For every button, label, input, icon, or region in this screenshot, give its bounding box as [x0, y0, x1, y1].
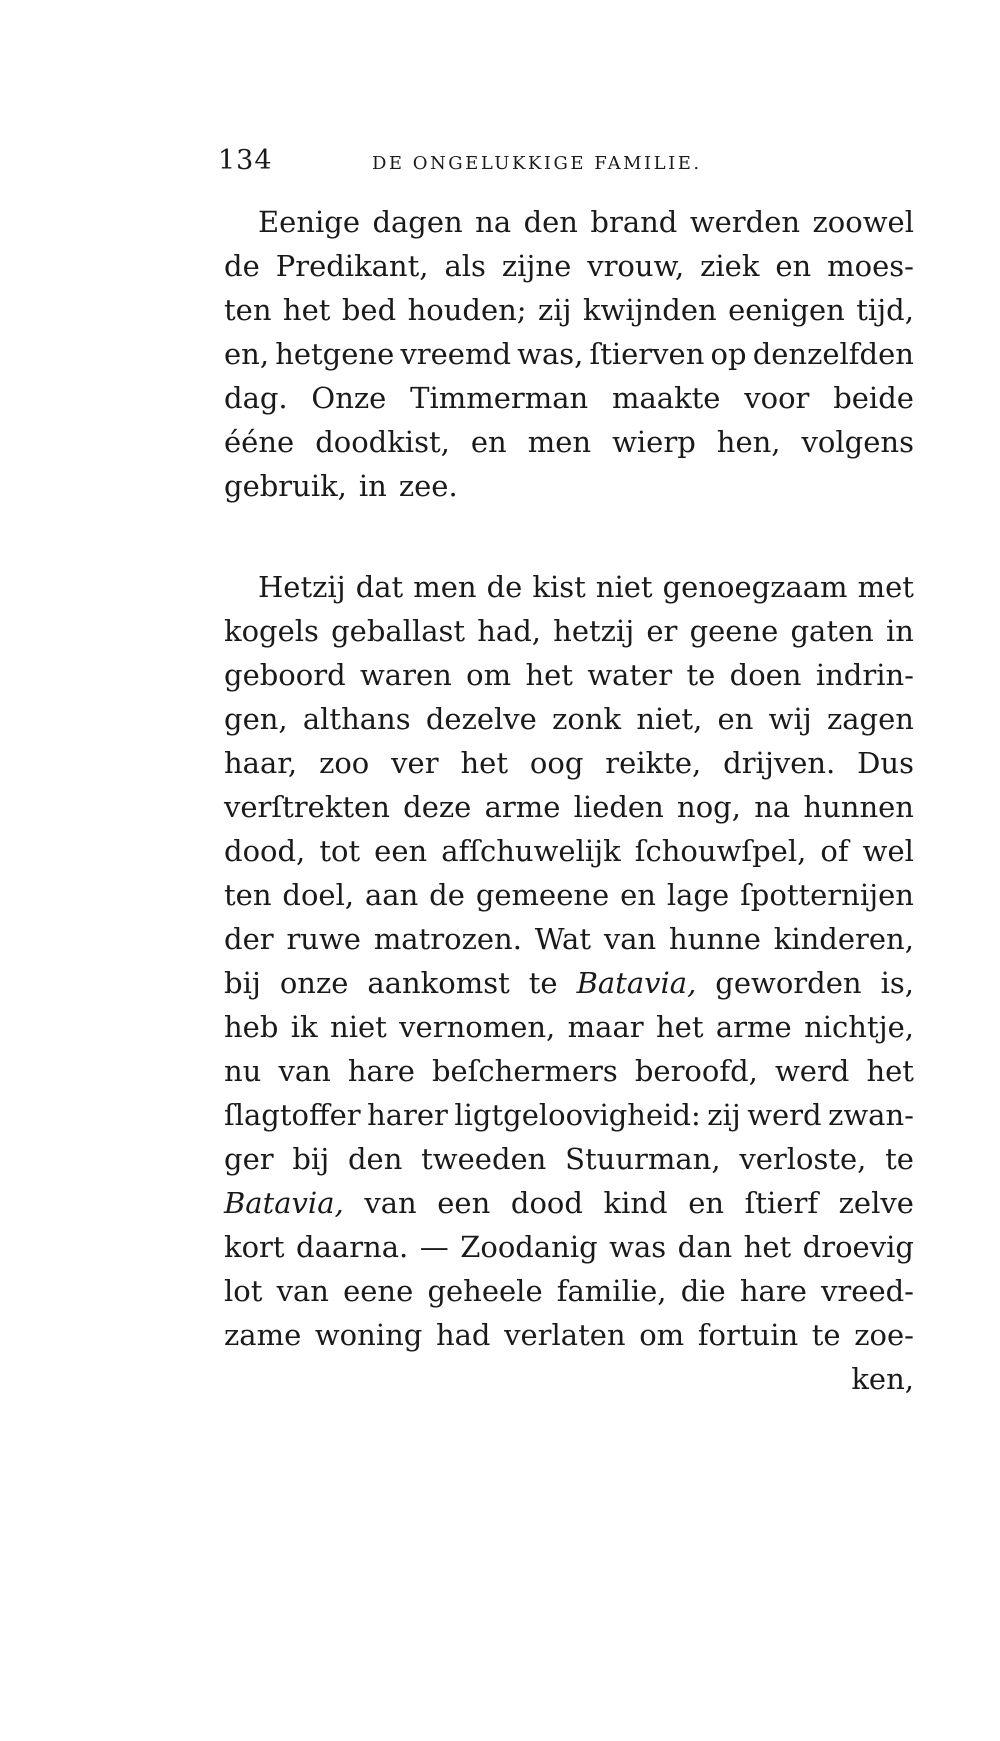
word: genoegzaam	[662, 570, 848, 604]
word: het	[282, 293, 331, 327]
word: eenigen	[728, 293, 845, 327]
word: houden;	[407, 293, 527, 327]
word: de	[429, 878, 465, 912]
word: nichtje,	[804, 1010, 914, 1044]
word: dezelve	[425, 702, 537, 736]
word: den	[347, 1142, 403, 1176]
word: de	[224, 249, 260, 283]
word: nog,	[677, 790, 741, 824]
word: hare	[739, 1274, 807, 1308]
paragraph-container	[224, 200, 914, 1357]
word: vreemd	[400, 337, 512, 371]
word: verſtrekten	[224, 790, 390, 824]
word: Eenige	[258, 205, 361, 239]
word: werd	[774, 1054, 850, 1088]
word: denzelfden	[752, 337, 914, 371]
word: Zoodanig	[460, 1230, 598, 1264]
word: geheele	[427, 1274, 543, 1308]
word: voor	[744, 381, 810, 415]
word: kwijnden	[582, 293, 717, 327]
word: hen,	[716, 425, 781, 459]
word: in	[886, 614, 914, 648]
word: zame	[224, 1318, 302, 1352]
word: hare	[347, 1054, 415, 1088]
text-line	[224, 464, 914, 508]
word: hetgene	[275, 337, 395, 371]
word: gaten	[790, 614, 874, 648]
word: na	[754, 790, 791, 824]
word: dag.	[224, 381, 288, 415]
word: kort	[224, 1230, 285, 1264]
word: den	[523, 205, 578, 239]
text-line	[224, 332, 914, 376]
text-line	[224, 873, 914, 917]
word: ééne	[224, 425, 295, 459]
word: te	[686, 658, 716, 692]
word: zonk	[552, 702, 622, 736]
page-number: 134	[218, 145, 273, 176]
word: —	[419, 1230, 449, 1264]
word: arme	[715, 1010, 792, 1044]
word: ten	[224, 878, 272, 912]
word: men	[527, 425, 592, 459]
word: maar	[567, 1010, 644, 1044]
word: oog	[529, 746, 584, 780]
text-line	[224, 288, 914, 332]
text-line	[224, 609, 914, 653]
word: kinderen,	[773, 922, 914, 956]
word: op	[710, 337, 747, 371]
word: wierp	[612, 425, 696, 459]
word: woning	[314, 1318, 423, 1352]
word: deze	[403, 790, 472, 824]
word: in	[358, 469, 387, 503]
word: fortuin	[697, 1318, 799, 1352]
word: het	[655, 1010, 704, 1044]
word: moes-	[827, 249, 914, 283]
word: hunne	[669, 922, 761, 956]
word: Batavia,	[224, 1186, 344, 1220]
word: tot	[319, 834, 361, 868]
word: Wat	[534, 922, 591, 956]
word: en	[620, 878, 656, 912]
word: indrin-	[815, 658, 914, 692]
word: dood,	[224, 834, 306, 868]
word: ger	[224, 1142, 274, 1176]
word: en	[688, 1186, 725, 1220]
text-line	[224, 376, 914, 420]
word: droevig	[802, 1230, 914, 1264]
word: zoowel	[812, 205, 914, 239]
word: ſlagtoffer	[224, 1098, 361, 1132]
word: was,	[517, 337, 584, 371]
word: niet,	[636, 702, 703, 736]
text-line	[224, 565, 914, 609]
word: althans	[302, 702, 411, 736]
text-line	[224, 420, 914, 464]
word: zee.	[398, 469, 458, 503]
word: dood	[510, 1186, 583, 1220]
word: en	[470, 425, 507, 459]
word: verlaten	[504, 1318, 626, 1352]
word: en	[717, 702, 754, 736]
word: het	[743, 1230, 792, 1264]
word: om	[466, 658, 512, 692]
text-line	[224, 1225, 914, 1269]
word: zagen	[826, 702, 914, 736]
word: vreed-	[821, 1274, 914, 1308]
word: na	[475, 205, 512, 239]
word: afſchuwelijk	[441, 834, 621, 868]
word: dat	[355, 570, 404, 604]
word: lieden	[573, 790, 664, 824]
word: een	[437, 1186, 491, 1220]
word: Onze	[311, 381, 387, 415]
text-line	[224, 961, 914, 1005]
word: Timmerman	[410, 381, 589, 415]
word: ten	[224, 293, 272, 327]
word: had	[435, 1318, 491, 1352]
word: geworden	[715, 966, 862, 1000]
word: lot	[224, 1274, 263, 1308]
text-line	[224, 785, 914, 829]
word: ligtgeloovigheid:	[454, 1098, 701, 1132]
word: had,	[477, 614, 541, 648]
word: reikte,	[605, 746, 702, 780]
word: zoo	[319, 746, 370, 780]
word: geboord	[224, 658, 346, 692]
word: ſchouwſpel,	[634, 834, 807, 868]
word: gemeene	[475, 878, 610, 912]
word: ziek	[700, 249, 760, 283]
word: zoe-	[854, 1318, 914, 1352]
word: niet	[330, 1010, 387, 1044]
word: heb	[224, 1010, 279, 1044]
text-line	[224, 653, 914, 697]
word: hetzij	[553, 614, 635, 648]
word: ſtierven	[589, 337, 705, 371]
text-line	[224, 200, 914, 244]
word: het	[866, 1054, 914, 1088]
word: zij	[537, 293, 572, 327]
word: vernomen,	[399, 1010, 556, 1044]
word: van	[364, 1186, 417, 1220]
word: haar,	[224, 746, 298, 780]
word: drijven.	[723, 746, 836, 780]
paragraph	[224, 565, 914, 1357]
word: aan	[365, 878, 419, 912]
word: zelve	[838, 1186, 914, 1220]
word: water	[587, 658, 673, 692]
catchword: ken,	[851, 1362, 914, 1396]
page-header	[206, 145, 766, 185]
word: der	[224, 922, 274, 956]
text-line	[224, 244, 914, 288]
word: doel,	[282, 878, 355, 912]
word: van	[603, 922, 657, 956]
word: beroofd,	[634, 1054, 758, 1088]
word: arme	[484, 790, 561, 824]
word: verloste,	[739, 1142, 867, 1176]
text-line	[224, 697, 914, 741]
word: matrozen.	[373, 922, 522, 956]
word: men	[413, 570, 477, 604]
word: volgens	[801, 425, 914, 459]
word: vrouw,	[587, 249, 685, 283]
word: gebruik,	[224, 469, 347, 503]
word: geballast	[331, 614, 466, 648]
word: geene	[689, 614, 779, 648]
running-head: DE ONGELUKKIGE FAMILIE.	[372, 153, 702, 174]
word: te	[885, 1142, 914, 1176]
word: bij	[292, 1142, 330, 1176]
word: en	[775, 249, 812, 283]
word: Dus	[857, 746, 914, 780]
word: nu	[224, 1054, 262, 1088]
word: lage	[666, 878, 730, 912]
word: hunnen	[803, 790, 914, 824]
word: te	[811, 1318, 841, 1352]
word: Batavia,	[576, 966, 697, 1000]
paragraph-gap	[224, 508, 914, 565]
word: harer	[367, 1098, 448, 1132]
word: onze	[279, 966, 349, 1000]
word: ſtierf	[744, 1186, 819, 1220]
word: kind	[603, 1186, 668, 1220]
word: kist	[532, 570, 586, 604]
word: Stuurman,	[565, 1142, 721, 1176]
text-line	[224, 1049, 914, 1093]
word: die	[680, 1274, 726, 1308]
catchword-line	[224, 1357, 914, 1401]
word: eene	[343, 1274, 414, 1308]
word: werden	[689, 205, 801, 239]
word: kogels	[224, 614, 319, 648]
word: beſchermers	[431, 1054, 618, 1088]
word: zij	[707, 1098, 741, 1132]
word: als	[444, 249, 486, 283]
word: ruwe	[286, 922, 361, 956]
word: waren	[359, 658, 452, 692]
word: wij	[768, 702, 812, 736]
word: wel	[862, 834, 914, 868]
word: maakte	[612, 381, 721, 415]
word: zwan-	[828, 1098, 914, 1132]
word: bed	[341, 293, 397, 327]
text-line	[224, 1313, 914, 1357]
paragraph	[224, 200, 914, 508]
word: of	[820, 834, 849, 868]
word: beide	[833, 381, 914, 415]
word: van	[276, 1274, 329, 1308]
word: om	[639, 1318, 685, 1352]
word: brand	[590, 205, 678, 239]
word: te	[528, 966, 558, 1000]
word: tijd,	[856, 293, 914, 327]
text-line	[224, 829, 914, 873]
word: werd	[747, 1098, 822, 1132]
word: dan	[677, 1230, 733, 1264]
word: ver	[391, 746, 439, 780]
body-text	[224, 200, 914, 1401]
word: dagen	[372, 205, 463, 239]
word: en,	[224, 337, 270, 371]
word: gen,	[224, 702, 288, 736]
word: Hetzij	[258, 570, 346, 604]
word: het	[460, 746, 508, 780]
word: het	[525, 658, 573, 692]
word: Predikant,	[275, 249, 429, 283]
word: de	[486, 570, 523, 604]
text-line	[224, 1269, 914, 1313]
word: bij	[224, 966, 261, 1000]
word: aankomst	[367, 966, 510, 1000]
word: doodkist,	[315, 425, 450, 459]
word: met	[857, 570, 914, 604]
text-line	[224, 1005, 914, 1049]
word: tweeden	[421, 1142, 547, 1176]
word: niet	[595, 570, 653, 604]
text-line	[224, 1137, 914, 1181]
text-line	[224, 741, 914, 785]
text-line	[224, 1181, 914, 1225]
word: ik	[290, 1010, 318, 1044]
text-line	[224, 917, 914, 961]
word: doen	[729, 658, 802, 692]
text-line	[224, 1093, 914, 1137]
word: daarna.	[296, 1230, 409, 1264]
word: is,	[880, 966, 914, 1000]
word: van	[278, 1054, 331, 1088]
word: ſpotternijen	[740, 878, 914, 912]
word: zijne	[501, 249, 572, 283]
word: was	[609, 1230, 667, 1264]
word: een	[374, 834, 428, 868]
word: er	[646, 614, 678, 648]
word: familie,	[556, 1274, 667, 1308]
